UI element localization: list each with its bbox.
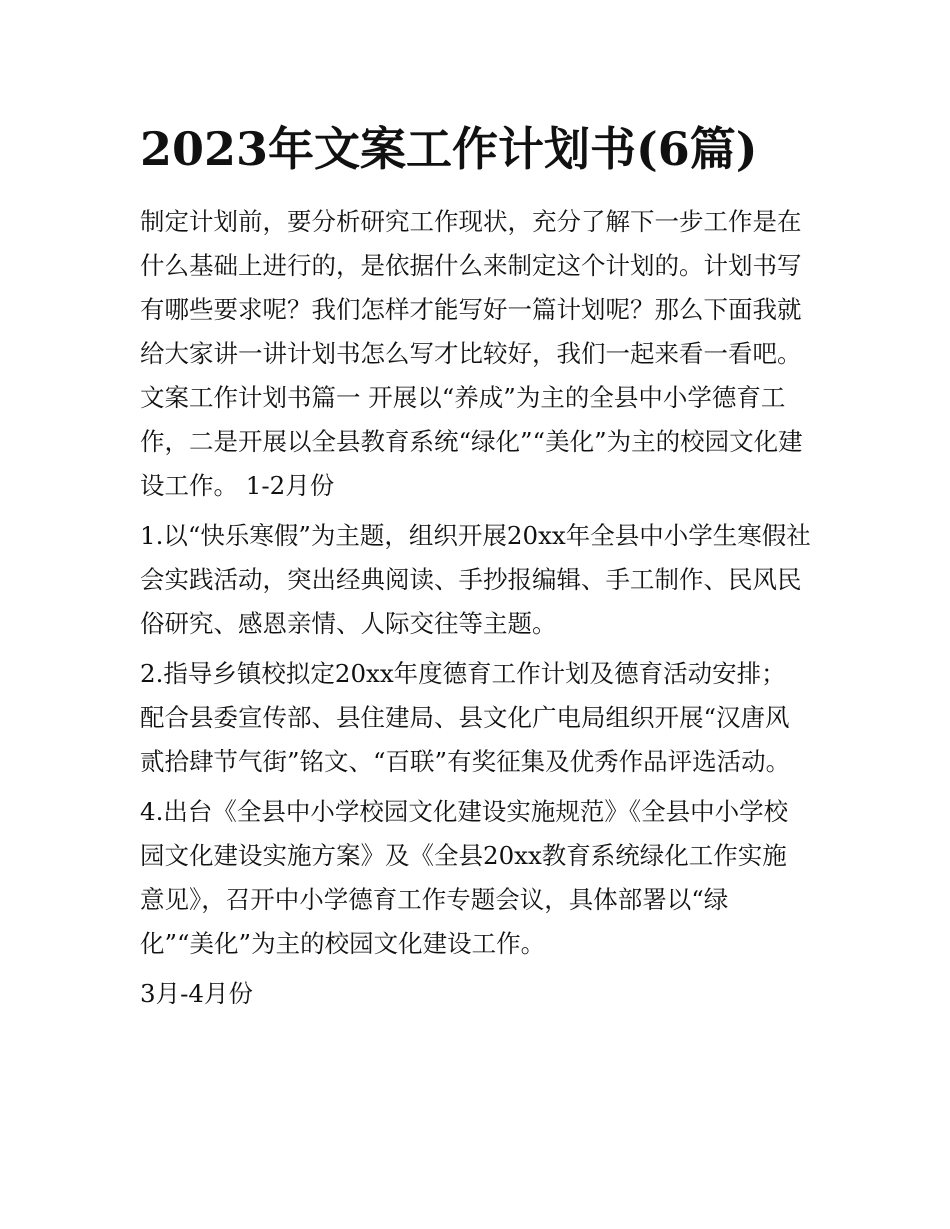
list-item-line: 会实践活动，突出经典阅读、手抄报编辑、手工制作、民风民: [140, 565, 802, 594]
paragraph-line: 有哪些要求呢？我们怎样才能写好一篇计划呢？那么下面我就: [140, 295, 802, 324]
list-item-line: 俗研究、感恩亲情、人际交往等主题。: [140, 609, 557, 638]
paragraph-line: 文案工作计划书篇一 开展以“养成”为主的全县中小学德育工: [140, 383, 786, 412]
list-item-line: 意见》，召开中小学德育工作专题会议，具体部署以“绿: [140, 885, 729, 914]
paragraph-line: 制定计划前，要分析研究工作现状，充分了解下一步工作是在: [140, 207, 802, 236]
paragraph-line: 什么基础上进行的，是依据什么来制定这个计划的。计划书写: [140, 251, 802, 280]
list-item-line: 园文化建设实施方案》及《全县20xx教育系统绿化工作实施: [140, 841, 787, 870]
paragraph-line: 给大家讲一讲计划书怎么写才比较好，我们一起来看一看吧。: [140, 339, 802, 368]
list-item-line: 2.指导乡镇校拟定20xx年度德育工作计划及德育活动安排；: [140, 659, 786, 688]
paragraph-line: 作，二是开展以全县教育系统“绿化”“美化”为主的校园文化建: [140, 427, 803, 456]
list-item-line: 贰拾肆节气街”铭文、“百联”有奖征集及优秀作品评选活动。: [140, 747, 791, 776]
section-heading-line: 3月-4月份: [140, 979, 253, 1008]
list-item-line: 配合县委宣传部、县住建局、县文化广电局组织开展“汉唐风: [140, 703, 790, 732]
document-body: [140, 200, 820, 1016]
document-title: 2023年文案工作计划书(6篇): [140, 122, 758, 176]
list-item-line: 化”“美化”为主的校园文化建设工作。: [140, 929, 546, 958]
list-item-line: 1.以“快乐寒假”为主题，组织开展20xx年全县中小学生寒假社: [140, 521, 811, 550]
paragraph-line: 设工作。 1-2月份: [140, 471, 335, 500]
list-item-line: 4.出台《全县中小学校园文化建设实施规范》《全县中小学校: [140, 797, 789, 826]
